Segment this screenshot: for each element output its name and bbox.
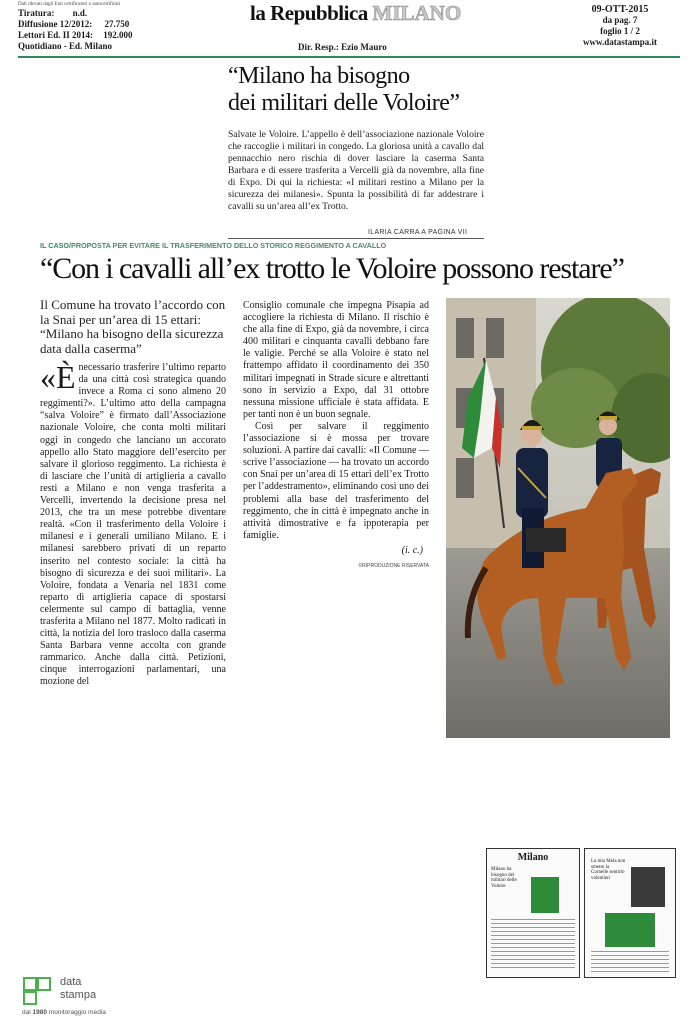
datastampa-logo-mark xyxy=(22,976,54,1008)
teaser-byline: ILARIA CARRA A PAGINA VII xyxy=(368,229,468,236)
thumbnail-2-green-block xyxy=(605,913,655,947)
logo-line-2: stampa xyxy=(60,989,97,1001)
article-column-1 xyxy=(40,359,226,689)
page-thumbnail-2[interactable] xyxy=(584,848,676,978)
article-column-2 xyxy=(243,300,429,569)
kicker xyxy=(40,241,680,250)
diffusione-label: Diffusione 12/2012: xyxy=(18,19,93,29)
header-rule xyxy=(18,56,680,58)
column-1-text: necessario trasferire l’ultimo reparto da una città così strategica quando invece a Roma ci sono almeno 20 reggimenti?». L’ultimo atto della campagna “salva Voloire” è firmato dall’Associazione nazionale Voloire, che conta molti militari oggi in congedo che lanciano un accorato appello allo Stato maggiore dell’esercito per salvare il glorioso reggimento. La richiesta è di lasciare che l’unità di artiglieria a cavallo resti a Milano e non venga trasferita a Vercelli, invertendo la decisione presa nel 2013, che tra un mese potrebbe diventare realtà. «Con il trasferimento della Voloire i milanesi e i generali umiliano Milano. E i milanesi sarebbero privati di un reparto inserito nel contesto sociale: la città ha bisogno di sicurezza e dei suoi militari». La Voloire, fondata a Venaria nel 1831 come reparto di artiglieria capace di spostarsi celermente sul campo di battaglia, venne trasferita a Milano nel 1877. Molto radicati in città, la notizia del loro trasloco dalla caserma Santa Barbara venne accolta con grande rammarico. Anche dalla città. Petizioni, cinque interrogazioni parlamentari, una mozione del xyxy=(40,362,226,688)
datastampa-logo xyxy=(22,976,162,1020)
thumbnail-1-masthead: Milano xyxy=(517,852,549,863)
teaser-headline-line2: dei militari delle Voloire” xyxy=(228,90,460,116)
teaser-headline xyxy=(228,63,528,117)
article-subhead: Il Comune ha trovato l’accordo con la Snai per un’area di 15 ettari: “Milano ha bisogno della sicurezza data dalla caserma” xyxy=(40,297,226,356)
tiratura-value: n.d. xyxy=(72,8,88,18)
article-photo xyxy=(446,298,670,738)
thumbnail-1-lines xyxy=(491,919,575,971)
sheet-number: foglio 1 / 2 xyxy=(600,26,640,36)
edition-label: Quotidiano - Ed. Milano xyxy=(18,41,113,51)
website: www.datastampa.it xyxy=(582,37,657,47)
masthead xyxy=(250,1,510,26)
thumbnail-1-text: Milano ha bisogno dei militari delle Voloire xyxy=(491,867,517,889)
thumbnail-2-text: La mia Mela non smetto la Cornelle sentirlo volentieri xyxy=(591,859,626,881)
tiratura-label: Tiratura: xyxy=(18,8,55,18)
page-from: da pag. 7 xyxy=(602,15,638,25)
reserved-notice: ©RIPRODUZIONE RISERVATA xyxy=(358,562,429,569)
thumbnail-1-photo xyxy=(531,877,559,913)
lettori-label: Lettori Ed. II 2014: xyxy=(18,30,93,40)
teaser-rule xyxy=(228,238,484,239)
date-block xyxy=(560,4,680,48)
teaser-headline-line1: “Milano ha bisogno xyxy=(228,63,410,89)
teaser-body: Salvate le Voloire. L’appello è dell’associazione nazionale Voloire che raccoglie i militari in congedo. La gloriosa unità a cavallo dal pennacchio nero rischia di dover lasciare la caserma Santa Barbara e di essere trasferita a Vercelli già da novembre, alla fine di Expo. Di qui la richiesta: «I militari restino a Milano per la sicurezza dei milanesi». Spunta la possibilità di far addestrare i cavalli su un’area all’ex Trotto. xyxy=(228,129,484,212)
thumbnail-2-lines xyxy=(591,951,669,973)
tagline-prefix: dal xyxy=(22,1009,31,1016)
masthead-main: la Repubblica xyxy=(250,1,368,25)
fine-print: Dati rilevati dagli Enti certificatori o autocertificati xyxy=(18,2,121,7)
thumbnail-2-photo xyxy=(631,867,665,907)
lettori-value: 192.000 xyxy=(103,30,133,40)
masthead-city: MILANO xyxy=(372,1,462,25)
kicker-label: IL CASO xyxy=(40,241,70,250)
page-thumbnail-1[interactable] xyxy=(486,848,580,978)
date: 09-OTT-2015 xyxy=(591,4,649,15)
diffusione-value: 27.750 xyxy=(104,19,130,29)
column-2b-text: Così per salvare il reggimento l’associazione si è mossa per trovare soluzioni. A partire dai cavalli: «Il Comune — scrive l’associazione — ha trovato un accordo con Snai per un’area di 15 ettari dell’ex Trotto per l’addestramento», eliminando così uno dei problemi alla base del trasferimento del reggimento, che in città è impegnato anche in attività dimostrative e fa ippoterapia per famiglie. xyxy=(243,420,429,541)
tagline-suffix: monitoraggio media xyxy=(48,1009,106,1016)
voloire-riders-photo xyxy=(446,298,670,738)
tagline-year: 1980 xyxy=(32,1009,47,1016)
logo-tagline xyxy=(22,1009,106,1016)
article-headline: “Con i cavalli all’ex trotto le Voloire possono restare” xyxy=(40,252,624,285)
column-2-text: Consiglio comunale che impegna Pisapia ad accogliere la richiesta di Milano. Il rischio è che alla fine di Expo, già da novembre, i circa 400 militari e cinquanta cavalli debbano fare le valigie. Perché se alla Voloire è stato nel frattempo affidato il coordinamento dei 350 militari impegnati in Strade sicure e altrettanti sono in servizio a Expo, dal 31 ottobre nessuna missione ufficiale è stata affidata. E per tanti non è un buon segnale. xyxy=(243,300,429,420)
kicker-text: /PROPOSTA PER EVITARE IL TRASFERIMENTO DELLO STORICO REGGIMENTO A CAVALLO xyxy=(69,241,387,250)
signature: (i. c.) xyxy=(401,544,423,556)
circulation-block xyxy=(18,8,218,52)
dropcap: «È xyxy=(40,359,76,395)
logo-line-1: data xyxy=(60,976,82,988)
director-label: Dir. Resp.: Ezio Mauro xyxy=(298,42,387,52)
